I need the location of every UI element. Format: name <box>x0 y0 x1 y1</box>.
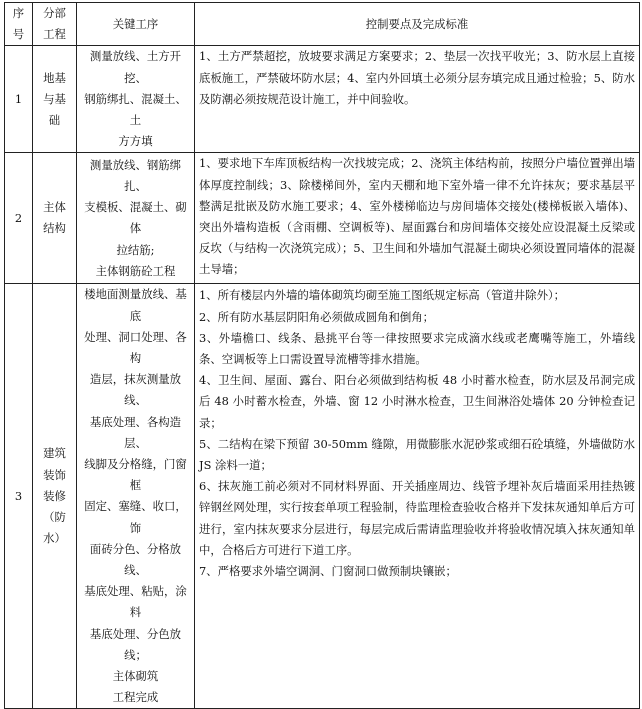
control-paragraph: 1、所有楼层内外墙的墙体砌筑均砌至施工图纸规定标高（管道井除外）； <box>199 288 566 303</box>
row-control-points <box>195 46 640 153</box>
header-key-process: 关键工序 <box>77 3 195 46</box>
row-sub-project: 主体 结构 <box>33 153 77 284</box>
control-paragraph: 2、所有防水基层阴阳角必须做成圆角和倒角； <box>199 309 435 324</box>
row-sub-project: 建筑 装饰 装修 （防 水） <box>33 284 77 709</box>
header-sub-project: 分部 工程 <box>33 3 77 46</box>
table-header-row <box>5 3 640 46</box>
row-key-process: 测量放线、钢筋绑扎、 支模板、混凝土、砌体 拉结筋; 主体钢筋砼工程 <box>77 153 195 284</box>
row-serial-number: 2 <box>5 153 33 284</box>
row-key-process: 楼地面测量放线、基底 处理、洞口处理、各构 造层，抹灰测量放线、 基底处理、各构造层、 线脚及分格缝，门窗框 固定、塞缝、收口，饰 面砖分色、分格放线、 基底处理、粘贴，涂料 基底处理、分色放线； 主体砌筑 工程完成 <box>77 284 195 709</box>
table-row <box>5 284 640 709</box>
control-paragraph: 1、要求地下车库顶板结构一次找坡完成；2、浇筑主体结构前，按照分户墙位置弹出墙体厚度控制线；3、除楼梯间外，室内天棚和地下室外墙一律不允许抹灰；要求基层平整满足批嵌及防水施工要求；4、室外楼梯临边与房间墙体交接处(楼梯板嵌入墙体)、突出外墙构造板（含雨棚、空调板等)、屋面露台和房间墙体交接处应设混凝土反梁或反坎（与结构一次浇筑完成）；5、卫生间和外墙加气混凝土砌块必须设置同墙体的混凝土导墙； <box>199 156 635 277</box>
header-serial-number: 序 号 <box>5 3 33 46</box>
control-paragraph: 5、二结构在梁下预留 30-50mm 缝隙，用微膨胀水泥砂浆或细石砼填缝，外墙做防水 JS 涂料一道； <box>199 436 635 473</box>
table-row <box>5 153 640 284</box>
header-control-points: 控制要点及完成标准 <box>195 3 640 46</box>
control-paragraph: 1、土方严禁超挖，放坡要求满足方案要求；2、垫层一次找平收光；3、防水层上直接底板施工，严禁破坏防水层；4、室内外回填土必须分层夯填完成且通过检验；5、防水及防潮必须按规范设计施工，并中间验收。 <box>199 49 635 106</box>
row-sub-project: 地基 与基 础 <box>33 46 77 153</box>
control-paragraph: 6、抹灰施工前必须对不同材料界面、开关插座周边、线管予埋补灰后墙面采用挂热镀锌钢丝网处理，实行按套单项工程验制，待监理检查验收合格并下发抹灰通知单后方可进行，室内抹灰要求分层进行，每层完成后需请监理验收并将验收情况填入抹灰通知单中，合格后方可进行下道工序。 <box>199 479 635 557</box>
row-serial-number: 3 <box>5 284 33 709</box>
control-paragraph: 4、卫生间、屋面、露台、阳台必须做到结构板 48 小时蓄水检查，防水层及吊洞完成后 48 小时蓄水检查，外墙、窗 12 小时淋水检查，卫生间淋浴处墙体 20 分钟检查记录； <box>199 373 635 430</box>
table-row <box>5 46 640 153</box>
row-control-points <box>195 284 640 709</box>
control-paragraph: 7、严格要求外墙空调洞、门窗洞口做预制块镶嵌； <box>199 564 457 579</box>
control-points-table <box>4 2 640 709</box>
row-control-points <box>195 153 640 284</box>
construction-control-table-page <box>4 2 639 709</box>
row-serial-number: 1 <box>5 46 33 153</box>
row-key-process: 测量放线、土方开挖、 钢筋绑扎、混凝土、土 方方填 <box>77 46 195 153</box>
control-paragraph: 3、外墙檐口、线条、悬挑平台等一律按照要求完成滴水线或老鹰嘴等施工，外墙线条、空调板等上口需设置导流槽等排水措施。 <box>199 330 635 367</box>
